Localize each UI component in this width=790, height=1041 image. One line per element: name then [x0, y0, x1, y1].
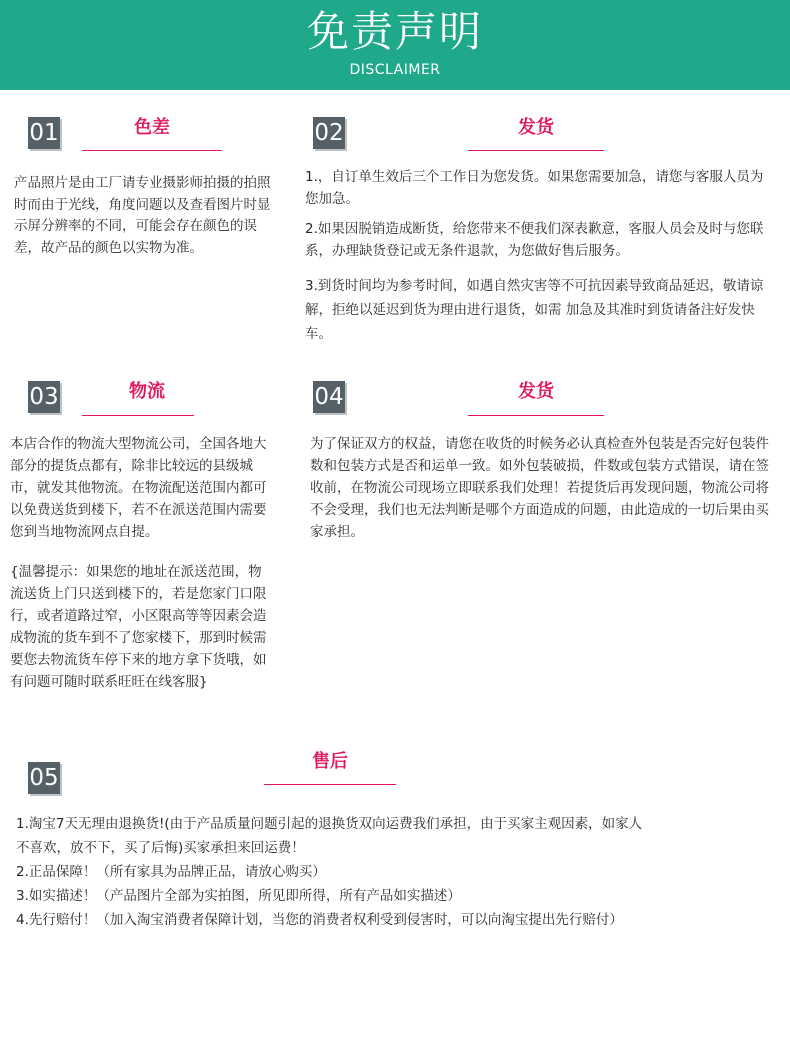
list-item: 1.淘宝7天无理由退换货!(由于产品质量问题引起的退换货双向运费我们承担，由于买家主观因素，如家人	[16, 816, 643, 832]
section-paragraph: 3.到货时间均为参考时间，如遇自然灾害等不可抗因素导致商品延迟，敬请谅解，拒绝以延迟到货为理由进行退货，如需 加急及其准时到货请备注好发快车。	[305, 278, 764, 342]
page-title: 免责声明	[306, 7, 483, 56]
list-item: 4.先行赔付！（加入淘宝消费者保障计划，当您的消费者权利受到侵害时，可以向淘宝提出先行赔付）	[16, 912, 623, 928]
section-paragraph: 2.如果因脱销造成断货，给您带来不便我们深表歉意，客服人员会及时与您联系，办理缺货登记或无条件退款，为您做好售后服务。	[305, 221, 764, 259]
section-title-underline	[82, 150, 222, 151]
section-title-underline	[82, 415, 194, 416]
section-title: 发货	[518, 117, 554, 138]
section-title-underline	[468, 150, 604, 151]
section-title: 物流	[129, 381, 165, 402]
list-item: 不喜欢，放不下，买了后悔)买家承担来回运费！	[16, 840, 305, 856]
section-title: 色差	[134, 117, 170, 138]
section-number-badge: 03	[28, 381, 60, 413]
section-number-badge: 01	[28, 117, 60, 149]
section-number-badge: 04	[313, 381, 345, 413]
section-number-badge: 05	[28, 762, 60, 794]
list-item: 2.正品保障！（所有家具为品牌正品，请放心购买）	[16, 864, 326, 880]
section-paragraph: 为了保证双方的权益，请您在收货的时候务必认真检查外包装是否完好包装件数和包装方式是否和运单一致。如外包装破损，件数或包装方式错误，请在签收前，在物流公司现场立即联系我们处理！若提货后再发现问题，物流公司将不会受理，我们也无法判断是哪个方面造成的问题，由此造成的一切后果由买家承担。	[310, 436, 769, 540]
header-banner	[0, 0, 790, 90]
section-title-underline	[468, 415, 604, 416]
page-subtitle: DISCLAIMER	[349, 62, 441, 78]
section-paragraph: 本店合作的物流大型物流公司，全国各地大部分的提货点都有，除非比较远的县级城市，就发其他物流。在物流配送范围内都可以免费送货到楼下，若不在派送范围内需要您到当地物流网点自提。	[10, 436, 267, 540]
section-title: 售后	[312, 751, 348, 772]
section-paragraph: {温馨提示：如果您的地址在派送范围，物流送货上门只送到楼下的，若是您家门口限行，或者道路过窄，小区限高等等因素会造成物流的货车到不了您家楼下，那到时候需要您去物流货车停下来的地方拿下货哦，如有问题可随时联系旺旺在线客服}	[10, 564, 267, 690]
section-paragraph: 产品照片是由工厂请专业摄影师拍摄的拍照时而由于光线，角度问题以及查看图片时显示屏分辨率的不同，可能会存在颜色的误差，故产品的颜色以实物为准。	[14, 175, 271, 256]
section-title-underline	[264, 784, 396, 785]
list-item: 3.如实描述！（产品图片全部为实拍图，所见即所得，所有产品如实描述）	[16, 888, 461, 904]
section-number-badge: 02	[313, 117, 345, 149]
section-title: 发货	[518, 381, 554, 402]
section-paragraph: 1.，自订单生效后三个工作日为您发货。如果您需要加急，请您与客服人员为您加急。	[305, 169, 764, 207]
